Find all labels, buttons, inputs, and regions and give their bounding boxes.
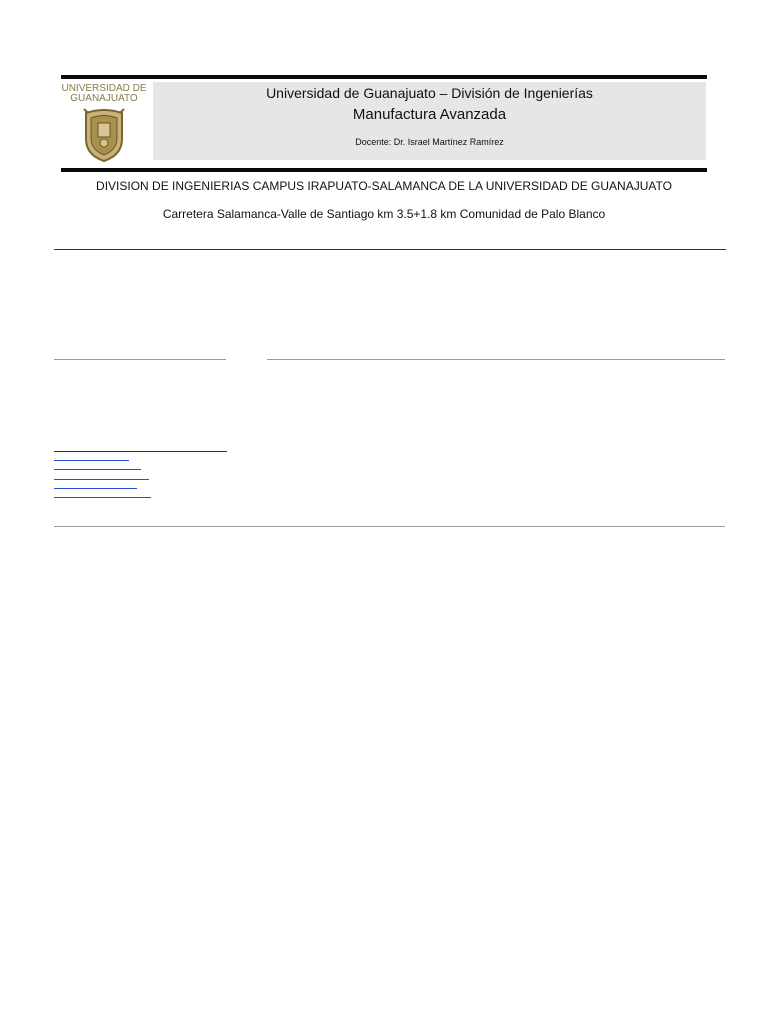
toc-link-5[interactable] xyxy=(54,497,151,498)
header-bottom-rule xyxy=(61,168,707,172)
course-title: Manufactura Avanzada xyxy=(352,106,507,123)
header-top-rule xyxy=(61,75,707,79)
address-line: Carretera Salamanca-Valle de Santiago km 3.5+1.8 km Comunidad de Palo Blanco xyxy=(162,207,606,221)
toc-link-4[interactable] xyxy=(54,488,137,489)
section-divider-2 xyxy=(54,526,725,527)
university-logo xyxy=(56,84,152,164)
toc-link-1[interactable] xyxy=(54,460,129,461)
field-line-left xyxy=(54,359,226,360)
list-header-line xyxy=(54,451,227,452)
section-divider-1 xyxy=(54,249,726,250)
logo-line-1: UNIVERSIDAD DE xyxy=(61,83,147,94)
toc-link-3[interactable] xyxy=(54,479,149,480)
teacher-name: Docente: Dr. Israel Martínez Ramírez xyxy=(355,137,504,147)
header-band xyxy=(153,82,706,160)
toc-link-2[interactable] xyxy=(54,469,141,470)
campus-line: DIVISION DE INGENIERIAS CAMPUS IRAPUATO-SALAMANCA DE LA UNIVERSIDAD DE GUANAJUATO xyxy=(96,179,672,193)
university-crest-icon xyxy=(82,107,126,163)
institution-title: Universidad de Guanajuato – División de Ingenierías xyxy=(266,85,593,101)
logo-line-2: GUANAJUATO xyxy=(70,93,138,104)
field-line-right xyxy=(267,359,725,360)
